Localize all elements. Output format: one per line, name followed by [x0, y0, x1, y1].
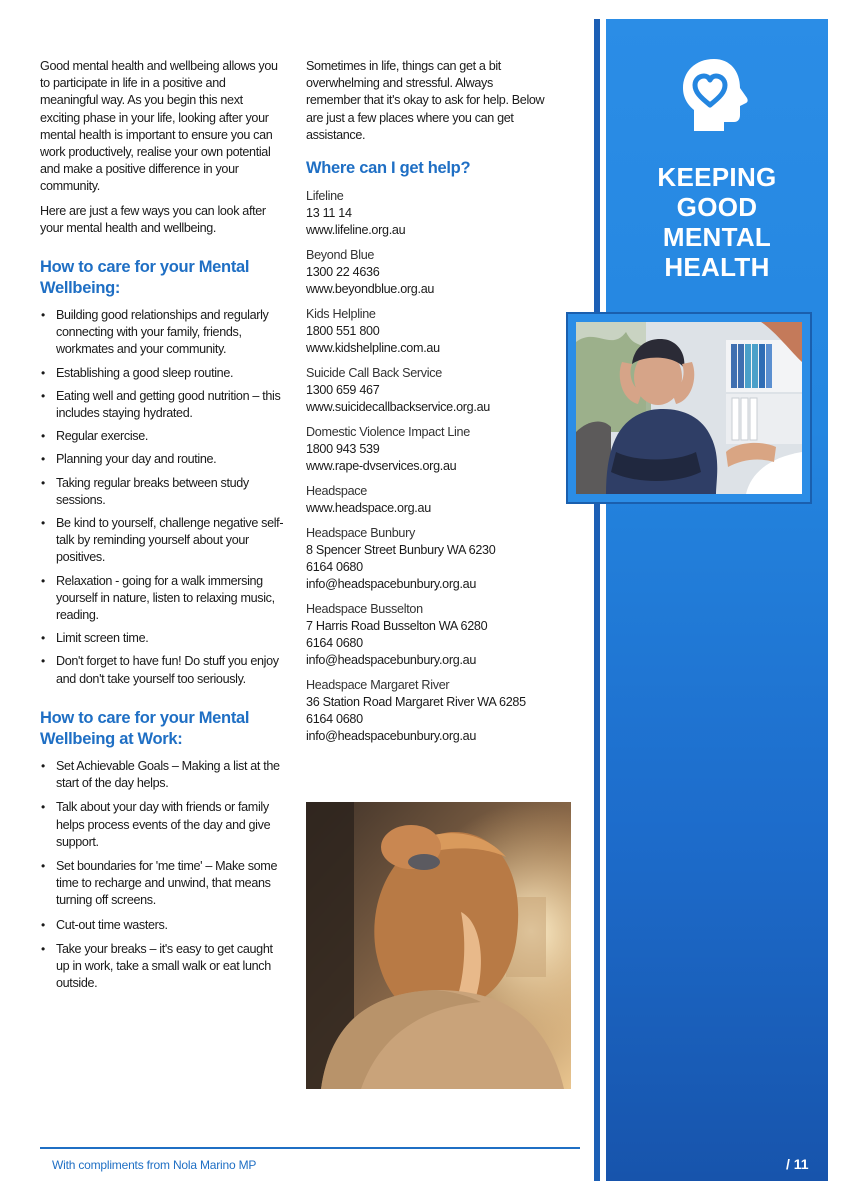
list-item: • Cut-out time wasters. — [41, 917, 168, 932]
contact-website[interactable]: www.lifeline.org.au — [306, 223, 406, 238]
contact-phone: 6164 0680 — [306, 712, 363, 727]
contact-name: Headspace Margaret River — [306, 678, 450, 693]
girl-looking-out-window-photo — [306, 802, 571, 1089]
contact-name: Beyond Blue — [306, 248, 375, 263]
contact-beyond-blue — [306, 247, 546, 298]
contact-phone: 1300 659 467 — [306, 383, 380, 398]
contact-website[interactable]: www.kidshelpline.com.au — [306, 341, 440, 356]
contact-domestic-violence — [306, 424, 546, 475]
contact-website[interactable]: www.suicidecallbackservice.org.au — [306, 400, 490, 415]
contact-kids-helpline — [306, 306, 546, 357]
list-item: • Talk about your day with friends or family helps process events of the day and give support. — [41, 800, 271, 849]
contact-email[interactable]: info@headspacebunbury.org.au — [306, 577, 477, 592]
list-item: • Set Achievable Goals – Making a list at the start of the day helps. — [41, 758, 280, 791]
list-item: • Building good relationships and regularly connecting with your family, friends, workmates and your community. — [41, 308, 269, 357]
list-item: • Set boundaries for 'me time' – Make some time to recharge and unwind, that means turning off screens. — [41, 858, 278, 908]
list-item: • Be kind to yourself, challenge negative self-talk by reminding yourself about your positives. — [41, 516, 284, 565]
contact-email[interactable]: info@headspacebunbury.org.au — [306, 653, 477, 668]
contact-name: Headspace Busselton — [306, 602, 423, 617]
intro-paragraph-2: Here are just a few ways you can look after your mental health and wellbeing. — [40, 203, 266, 235]
list-item: • Planning your day and routine. — [41, 452, 217, 467]
contact-phone: 13 11 14 — [306, 206, 352, 221]
sidebar-title: KEEPING GOOD MENTAL HEALTH — [657, 162, 777, 282]
work-wellbeing-list — [40, 758, 285, 992]
list-item: • Don't forget to have fun! Do stuff you enjoy and don't take yourself too seriously. — [41, 654, 279, 686]
page-number: / 11 — [786, 1156, 809, 1172]
contact-address: 7 Harris Road Busselton WA 6280 — [306, 619, 488, 634]
heading-wellbeing-at-work: How to care for your Mental Wellbeing at Work: — [40, 708, 250, 748]
contact-email[interactable]: info@headspacebunbury.org.au — [306, 729, 477, 744]
contact-headspace — [306, 483, 546, 517]
list-item: • Relaxation - going for a walk immersing yourself in nature, listen to relaxing music, reading. — [41, 573, 275, 623]
list-item: • Eating well and getting good nutrition – this includes staying hydrated. — [41, 388, 281, 421]
stressed-teen-photo-frame — [566, 312, 812, 504]
contact-name: Domestic Violence Impact Line — [306, 425, 470, 440]
contact-headspace-margaret-river — [306, 677, 546, 745]
contact-name: Headspace — [306, 484, 368, 499]
contact-phone: 6164 0680 — [306, 560, 363, 575]
left-column — [40, 58, 285, 999]
heading-where-help: Where can I get help? — [306, 159, 471, 178]
contact-name: Headspace Bunbury — [306, 526, 416, 541]
head-heart-icon — [680, 57, 750, 133]
contact-address: 36 Station Road Margaret River WA 6285 — [306, 695, 526, 710]
list-item: • Regular exercise. — [41, 429, 149, 444]
contact-website[interactable]: www.headspace.org.au — [306, 501, 431, 516]
contact-website[interactable]: www.rape-dvservices.org.au — [306, 459, 457, 474]
contact-phone: 1300 22 4636 — [306, 265, 380, 280]
contact-phone: 1800 551 800 — [306, 324, 380, 339]
contact-name: Kids Helpline — [306, 307, 376, 322]
contact-name: Lifeline — [306, 189, 344, 204]
contact-website[interactable]: www.beyondblue.org.au — [306, 282, 435, 297]
help-intro: Sometimes in life, things can get a bit overwhelming and stressful. Always remember that it's okay to ask for help. Below are just a few places where you can get assistance. — [306, 59, 545, 142]
wellbeing-list — [40, 307, 285, 688]
contact-headspace-bunbury — [306, 525, 546, 593]
stressed-teen-photo — [576, 322, 802, 494]
contact-name: Suicide Call Back Service — [306, 366, 442, 381]
contact-phone: 1800 943 539 — [306, 442, 380, 457]
contact-phone: 6164 0680 — [306, 636, 363, 651]
contact-address: 8 Spencer Street Bunbury WA 6230 — [306, 543, 496, 558]
footer-divider — [40, 1147, 580, 1149]
footer-credit: With compliments from Nola Marino MP — [52, 1158, 257, 1172]
contact-lifeline — [306, 188, 546, 239]
heading-mental-wellbeing: How to care for your Mental Wellbeing: — [40, 258, 250, 298]
list-item: • Establishing a good sleep routine. — [41, 365, 234, 380]
list-item: • Take your breaks – it's easy to get caught up in work, take a small walk or eat lunch outside. — [41, 941, 273, 991]
list-item: • Taking regular breaks between study sessions. — [41, 475, 249, 507]
contact-headspace-busselton — [306, 601, 546, 669]
intro-paragraph-1: Good mental health and wellbeing allows you to participate in life in a positive and meaningful way. As you begin this next exciting phase in your life, looking after your mental health is important to ensure you can work productively, realise your own potential and make a positive difference in your community. — [40, 59, 278, 194]
sidebar-accent-stripe — [594, 19, 600, 1181]
middle-column — [306, 58, 546, 753]
list-item: • Limit screen time. — [41, 631, 149, 646]
contact-suicide-call-back — [306, 365, 546, 416]
